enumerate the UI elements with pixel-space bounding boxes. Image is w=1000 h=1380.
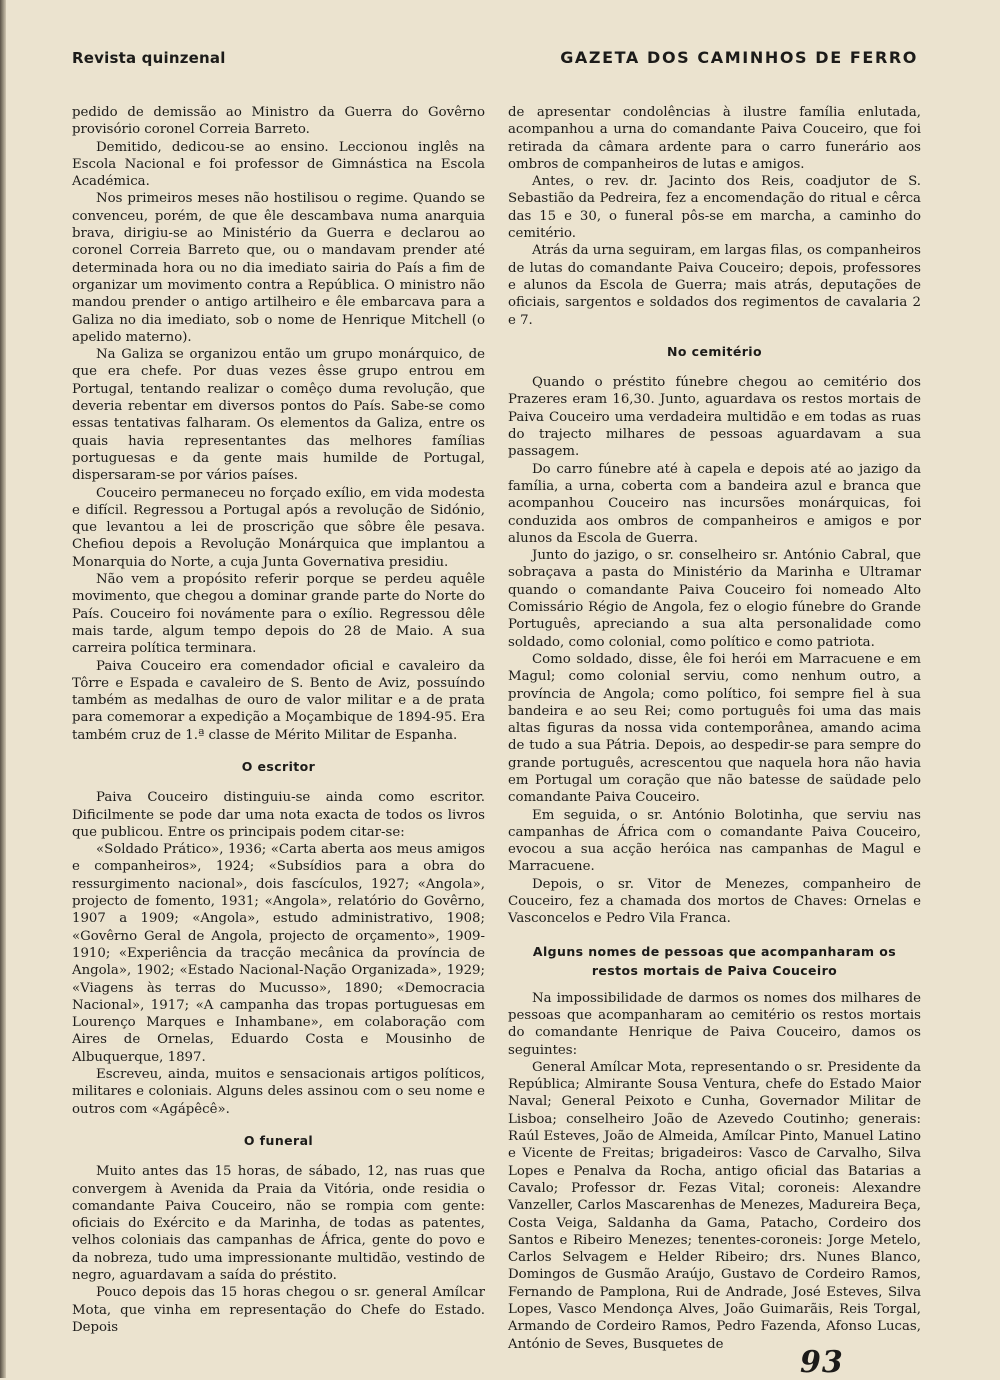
header-right: GAZETA DOS CAMINHOS DE FERRO (560, 48, 918, 67)
left-column-paragraph: Paiva Couceiro era comendador oficial e cavaleiro da Tôrre e Espada e cavaleiro de S. Bento de Aviz, possuíndo também as medalhas de ouro de valor militar e a de prata para comemorar a expedição a Moçambique de 1894-95. Era também cruz de 1.ª classe de Mérito Militar de Espanha. (72, 658, 485, 743)
left-column-section-heading: O funeral (243, 1132, 314, 1148)
left-column-paragraph: Paiva Couceiro distinguiu-se ainda como escritor. Dificilmente se pode dar uma nota exacta de todos os livros que publicou. Entre os principais podem citar-se: (72, 790, 485, 840)
left-column-paragraph: Na Galiza se organizou então um grupo monárquico, de que era chefe. Por duas vezes êsse grupo entrou em Portugal, tentando realizar o comêço duma revolução, que deveria rebentar em diversos pontos do País. Sabe-se como essas tentativas falharam. Os elementos da Galiza, entre os quais havia representantes das melhores famílias portuguesas e da gente mais humilde de Portugal, dispersaram-se por vários países. (72, 347, 485, 484)
left-column-paragraph: Demitido, dedicou-se ao ensino. Leccionou inglês na Escola Nacional e foi professor de Gimnástica na Escola Académica. (72, 139, 485, 190)
header-left: Revista quinzenal (72, 49, 226, 67)
page-header (72, 48, 918, 70)
page-edge-shadow (0, 0, 6, 1378)
left-column-paragraph: pedido de demissão ao Ministro da Guerra do Govêrno provisório coronel Correia Barreto. (72, 105, 485, 138)
right-column (508, 104, 921, 1353)
right-column-paragraph: Antes, o rev. dr. Jacinto dos Reis, coadjutor de S. Sebastião da Pedreira, fez a encomendação do ritual e cêrca das 15 e 30, o funeral pôs-se em marcha, a caminho do cemitério. (508, 174, 921, 242)
right-column-paragraph: de apresentar condolências à ilustre família enlutada, acompanhou a urna do comandante Paiva Couceiro, que foi retirada da câmara ardente para o carro funerário aos ombros de companheiros de lutas e amigos. (508, 105, 921, 172)
left-column (72, 104, 485, 1336)
right-column-paragraph: Junto do jazigo, o sr. conselheiro sr. António Cabral, que sobraçava a pasta do Ministério da Marinha e Ultramar quando o comandante Paiva Couceiro foi nomeado Alto Comissário Régio de Angola, fez o elogio fúnebre do Grande Português, apreciando a sua alta personalidade como soldado, como colonial, como político e como patriota. (508, 548, 921, 650)
right-column-paragraph: Em seguida, o sr. António Bolotinha, que serviu nas campanhas de África com o comandante Paiva Couceiro, evocou a sua acção heróica nas campanhas de Magul e Marracuene. (508, 807, 921, 875)
right-column-paragraph: Na impossibilidade de darmos os nomes dos milhares de pessoas que acompanharam ao cemitério os restos mortais do comandante Henrique de Paiva Couceiro, damos os seguintes: (508, 990, 921, 1058)
right-column-paragraph: Como soldado, disse, êle foi herói em Marracuene e em Magul; como colonial serviu, como nenhum outro, a província de Angola; como político, foi sempre fiel à sua bandeira e ao seu Rei; como português foi uma das mais altas figuras da nossa vida contemporânea, amando acima de tudo a sua Pátria. Depois, ao despedir-se para sempre do grande português, acrescentou que naquela hora não havia em Portugal um coração que não batesse de saüdade pelo comandante Paiva Couceiro. (508, 651, 921, 806)
left-column-paragraph: Muito antes das 15 horas, de sábado, 12, nas ruas que convergem à Avenida da Praia da Vitória, onde residia o comandante Paiva Couceiro, não se rompia com gente: oficiais do Exército e da Marinha, de todas as patentes, velhos coloniais das campanhas de África, gente do povo e da nobreza, tudo uma impressionante multidão, vestindo de negro, aguardavam a saída do préstito. (72, 1164, 485, 1283)
left-column-paragraph: Couceiro permaneceu no forçado exílio, em vida modesta e difícil. Regressou a Portugal após a revolução de Sidónio, que levantou a lei de proscrição que sôbre êle pesava. Chefiou depois a Revolução Monárquica que implantou a Monarquia do Norte, a cuja Junta Governativa presidiu. (72, 485, 485, 570)
right-column-paragraph: General Amílcar Mota, representando o sr. Presidente da República; Almirante Sousa Ventura, chefe do Estado Maior Naval; General Peixoto e Cunha, Governador Militar de Lisboa; conselheiro João de Azevedo Coutinho; generais: Raúl Esteves, João de Almeida, Amílcar Pinto, Manuel Latino e Vicente de Freitas; brigadeiros: Vasco de Carvalho, Silva Lopes e Penalva da Rocha, antigo oficial das Batarias a Cavalo; Professor dr. Fezas Vital; coroneis: Alexandre Vanzeller, Carlos Mascarenhas de Menezes, Madureira Beça, Costa Veiga, Saldanha da Gama, Patacho, Cordeiro dos Santos e Ribeiro Menezes; tenentes-coroneis: Jorge Metelo, Carlos Selvagem e Helder Ribeiro; drs. Nunes Blanco, Domingos de Gusmão Araújo, Gustavo de Cordeiro Ramos, Fernando de Pamplona, Rui de Andrade, José Esteves, Silva Lopes, Vasco Mendonça Alves, João Guimarãis, Reis Torgal, Armando de Cordeiro Ramos, Pedro Fazenda, Afonso Lucas, António de Seves, Busquetes de (508, 1059, 921, 1352)
right-column-paragraph: Do carro fúnebre até à capela e depois até ao jazigo da família, a urna, coberta com a bandeira azul e branca que acompanhou Couceiro nas incursões monárquicas, foi conduzida aos ombros de companheiros e amigos e por alunos da Escola de Guerra. (508, 461, 921, 546)
right-column-paragraph: Atrás da urna seguiram, em largas filas, os companheiros de lutas do comandante Paiva Couceiro; depois, professores e alunos da Escola de Guerra; mais atrás, deputações de oficiais, sargentos e soldados dos regimentos de cavalaria 2 e 7. (508, 243, 921, 328)
left-column-paragraph: Escreveu, ainda, muitos e sensacionais artigos políticos, militares e coloniais. Alguns deles assinou com o seu nome e outros com «Agápêcê». (72, 1067, 485, 1117)
right-column-section-heading: Alguns nomes de pessoas que acompanharam os restos mortais de Paiva Couceiro (532, 943, 897, 978)
left-column-paragraph: «Soldado Prático», 1936; «Carta aberta aos meus amigos e companheiros», 1924; «Subsídios para a obra do ressurgimento nacional», dois fascículos, 1927; «Angola», projecto de fomento, 1931; «Angola», relatório do Govêrno, 1907 a 1909; «Angola», estudo administrativo, 1908; «Govêrno Geral de Angola, projecto de orçamento», 1909-1910; «Experiência da tracção mecânica da província de Angola», 1902; «Estado Nacional-Nação Organizada», 1929; «Viagens às terras do Mucusso», 1890; «Democracia Nacional», 1917; «A campanha das tropas portuguesas em Lourenço Marques e Inhambane», em colaboração com Aires de Ornelas, Eduardo Costa e Mousinho de Albuquerque, 1897. (72, 842, 485, 1065)
right-column-paragraph: Quando o préstito fúnebre chegou ao cemitério dos Prazeres eram 16,30. Junto, aguardava os restos mortais de Paiva Couceiro uma verdadeira multidão e em todas as ruas do trajecto milhares de pessoas aguardavam a sua passagem. (508, 375, 921, 460)
left-column-paragraph: Não vem a propósito referir porque se perdeu aquêle movimento, que chegou a dominar grande parte do Norte do País. Couceiro foi novámente para o exílio. Regressou dêle mais tarde, algum tempo depois do 28 de Maio. A sua carreira política terminara. (72, 572, 485, 657)
left-column-paragraph: Nos primeiros meses não hostilisou o regime. Quando se convenceu, porém, de que êle descambava numa anarquia brava, dirigiu-se ao Ministério da Guerra e declarou ao coronel Correia Barreto que, ou o mandavam prender até determinada hora ou no dia imediato sairia do País a fim de organizar um movimento contra a República. O ministro não mandou prender o antigo artilheiro e êle embarcava para a Galiza no dia imediato, sob o nome de Henrique Mitchell (o apelido materno). (72, 191, 485, 345)
left-column-section-heading: O escritor (241, 758, 316, 774)
left-column-paragraph: Pouco depois das 15 horas chegou o sr. general Amílcar Mota, que vinha em representação do Chefe do Estado. Depois (72, 1285, 485, 1335)
right-column-section-heading: No cemitério (667, 343, 762, 359)
page-number: 93 (800, 1345, 844, 1380)
right-column-paragraph: Depois, o sr. Vitor de Menezes, companheiro de Couceiro, fez a chamada dos mortos de Chaves: Ornelas e Vasconcelos e Pedro Vila Franca. (508, 876, 921, 927)
